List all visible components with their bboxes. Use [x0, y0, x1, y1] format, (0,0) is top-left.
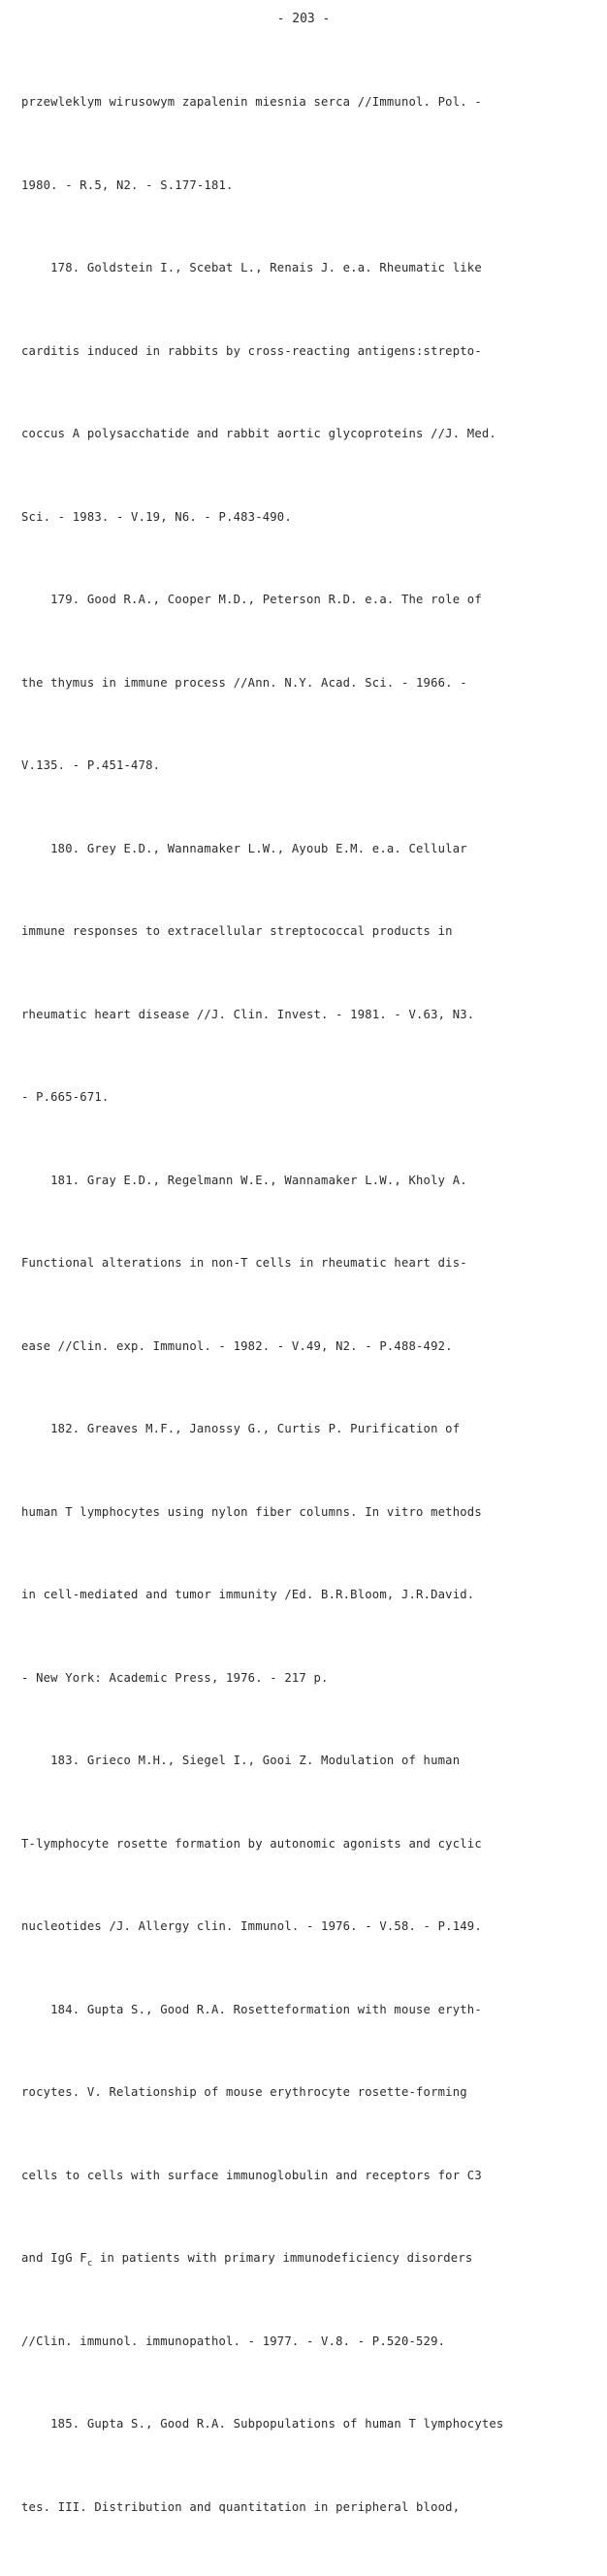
text-line: - New York: Academic Press, 1976. - 217 p.	[21, 1670, 329, 1685]
text-line-with-subscript	[21, 2244, 593, 2272]
text-line: carditis induced in rabbits by cross-reacting antigens:strepto-	[21, 343, 482, 358]
text-line: human T lymphocytes using nylon fiber columns. In vitro methods	[21, 1504, 482, 1519]
text-segment: in patients with primary immunodeficiency disorders	[92, 2251, 473, 2265]
text-line: rheumatic heart disease //J. Clin. Invest. - 1981. - V.63, N3.	[21, 1007, 475, 1021]
text-line: immune responses to extracellular streptococcal products in	[21, 924, 453, 938]
text-line: //Clin. immunol. immunopathol. - 1977. - V.8. - P.520-529.	[21, 2334, 446, 2348]
reference-180-start: 180. Grey E.D., Wannamaker L.W., Ayoub E.M. e.a. Cellular	[21, 841, 467, 855]
text-line: Sci. - 1983. - V.19, N6. - P.483-490.	[21, 509, 292, 524]
reference-182-start: 182. Greaves M.F., Janossy G., Curtis P. Purification of	[21, 1422, 461, 1435]
text-line: tes. III. Distribution and quantitation in peripheral blood,	[21, 2499, 461, 2514]
text-line: nucleotides /J. Allergy clin. Immunol. - 1976. - V.58. - P.149.	[21, 1919, 482, 1933]
text-line: cells to cells with surface immunoglobulin and receptors for C3	[21, 2168, 482, 2182]
reference-184-start: 184. Gupta S., Good R.A. Rosetteformation with mouse eryth-	[21, 2002, 482, 2016]
text-line: przewleklym wirusowym zapalenin miesnia serca //Immunol. Pol. -	[21, 95, 482, 109]
reference-181-start: 181. Gray E.D., Regelmann W.E., Wannamaker L.W., Kholy A.	[21, 1173, 467, 1187]
text-line: V.135. - P.451-478.	[21, 758, 161, 772]
reference-183-start: 183. Grieco M.H., Siegel I., Gooi Z. Modulation of human	[21, 1754, 461, 1767]
text-line: 1980. - R.5, N2. - S.177-181.	[21, 177, 234, 192]
text-line: ease //Clin. exp. Immunol. - 1982. - V.49, N2. - P.488-492.	[21, 1338, 453, 1353]
text-line: coccus A polysacchatide and rabbit aortic glycoproteins //J. Med.	[21, 427, 496, 440]
text-line: - P.665-671.	[21, 1090, 110, 1104]
reference-179-start: 179. Good R.A., Cooper M.D., Peterson R.D. e.a. The role of	[21, 593, 482, 606]
page-number: - 203 -	[276, 12, 331, 26]
text-line: rocytes. V. Relationship of mouse erythrocyte rosette-forming	[21, 2085, 467, 2099]
reference-178-start: 178. Goldstein I., Scebat L., Renais J. e.a. Rheumatic like	[21, 261, 482, 274]
text-line: the thymus in immune process //Ann. N.Y. Acad. Sci. - 1966. -	[21, 675, 467, 690]
bibliography-text	[21, 33, 593, 2576]
text-segment: and IgG F	[21, 2251, 87, 2265]
subscript: c	[86, 2259, 93, 2269]
text-line: T-lymphocyte rosette formation by autonomic agonists and cyclic	[21, 1836, 482, 1851]
text-line: in cell-mediated and tumor immunity /Ed. B.R.Bloom, J.R.David.	[21, 1588, 475, 1601]
text-line: Functional alterations in non-T cells in rheumatic heart dis-	[21, 1256, 467, 1270]
reference-185-start: 185. Gupta S., Good R.A. Subpopulations of human T lymphocytes	[21, 2417, 504, 2431]
